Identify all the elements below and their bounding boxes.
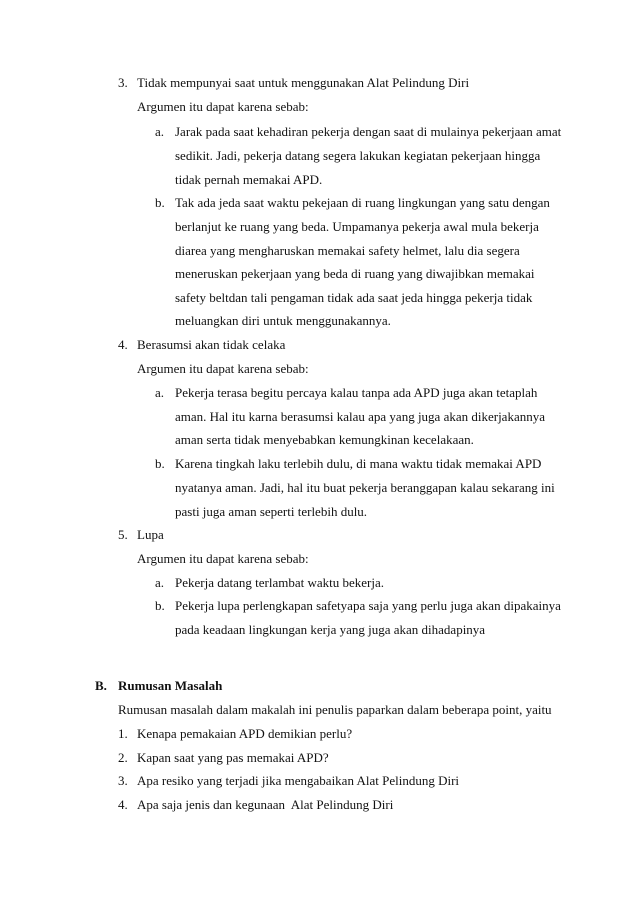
sub-line: meneruskan pekerjaan yang beda di ruang yang diwajibkan memakai: [175, 266, 535, 281]
point-title: Tidak mempunyai saat untuk menggunakan Alat Pelindung Diri: [137, 75, 470, 90]
section-intro: Rumusan masalah dalam makalah ini penulis paparkan dalam beberapa point, yaitu: [118, 702, 552, 717]
point-title: Berasumsi akan tidak celaka: [137, 337, 286, 352]
sub-line: berlanjut ke ruang yang beda. Umpamanya pekerja awal mula bekerja: [175, 219, 539, 234]
sub-line: Jarak pada saat kehadiran pekerja dengan saat di mulainya pekerjaan amat: [175, 124, 562, 139]
sub-line: sedikit. Jadi, pekerja datang segera lakukan kegiatan pekerjaan hingga: [175, 148, 541, 163]
sub-line: Pekerja terasa begitu percaya kalau tanpa ada APD juga akan tetaplah: [175, 385, 538, 400]
sub-line: aman. Hal itu karna berasumsi kalau apa yang juga akan dikerjakannya: [175, 409, 545, 424]
argument-intro: Argumen itu dapat karena sebab:: [137, 361, 309, 376]
question-text: Kapan saat yang pas memakai APD?: [137, 750, 329, 765]
argument-intro: Argumen itu dapat karena sebab:: [137, 99, 309, 114]
sub-letter: a.: [155, 124, 165, 139]
sub-letter: a.: [155, 385, 165, 400]
question-text: Kenapa pemakaian APD demikian perlu?: [137, 726, 353, 741]
list-number: 2.: [118, 750, 128, 765]
list-number: 5.: [118, 527, 128, 542]
argument-intro: Argumen itu dapat karena sebab:: [137, 551, 309, 566]
sub-letter: a.: [155, 575, 165, 590]
sub-letter: b.: [155, 456, 165, 471]
list-number: 1.: [118, 726, 128, 741]
section-label: B.: [95, 678, 107, 693]
list-number: 3.: [118, 75, 128, 90]
sub-line: meluangkan diri untuk menggunakannya.: [175, 313, 391, 328]
sub-line: Pekerja datang terlambat waktu bekerja.: [175, 575, 384, 590]
sub-letter: b.: [155, 195, 165, 210]
sub-line: aman serta tidak menyebabkan kemungkinan kecelakaan.: [175, 432, 474, 447]
sub-line: safety beltdan tali pengaman tidak ada saat jeda hingga pekerja tidak: [175, 290, 533, 305]
sub-line: pasti juga aman seperti terlebih dulu.: [175, 504, 368, 519]
question-text: Apa saja jenis dan kegunaan Alat Pelindung Diri: [137, 797, 394, 812]
sub-letter: b.: [155, 598, 165, 613]
sub-line: pada keadaan lingkungan kerja yang juga akan dihadapinya: [175, 622, 486, 637]
sub-line: tidak pernah memakai APD.: [175, 172, 323, 187]
sub-line: Karena tingkah laku terlebih dulu, di mana waktu tidak memakai APD: [175, 456, 542, 471]
sub-line: Tak ada jeda saat waktu pekejaan di ruang lingkungan yang satu dengan: [175, 195, 550, 210]
sub-line: diarea yang mengharuskan memakai safety helmet, lalu dia segera: [175, 243, 520, 258]
sub-line: nyatanya aman. Jadi, hal itu buat pekerja beranggapan kalau sekarang ini: [175, 480, 555, 495]
list-number: 4.: [118, 337, 128, 352]
question-text: Apa resiko yang terjadi jika mengabaikan Alat Pelindung Diri: [137, 773, 460, 788]
list-number: 4.: [118, 797, 128, 812]
point-title: Lupa: [137, 527, 164, 542]
list-number: 3.: [118, 773, 128, 788]
section-title: Rumusan Masalah: [118, 678, 223, 693]
sub-line: Pekerja lupa perlengkapan safetyapa saja yang perlu juga akan dipakainya: [175, 598, 561, 613]
